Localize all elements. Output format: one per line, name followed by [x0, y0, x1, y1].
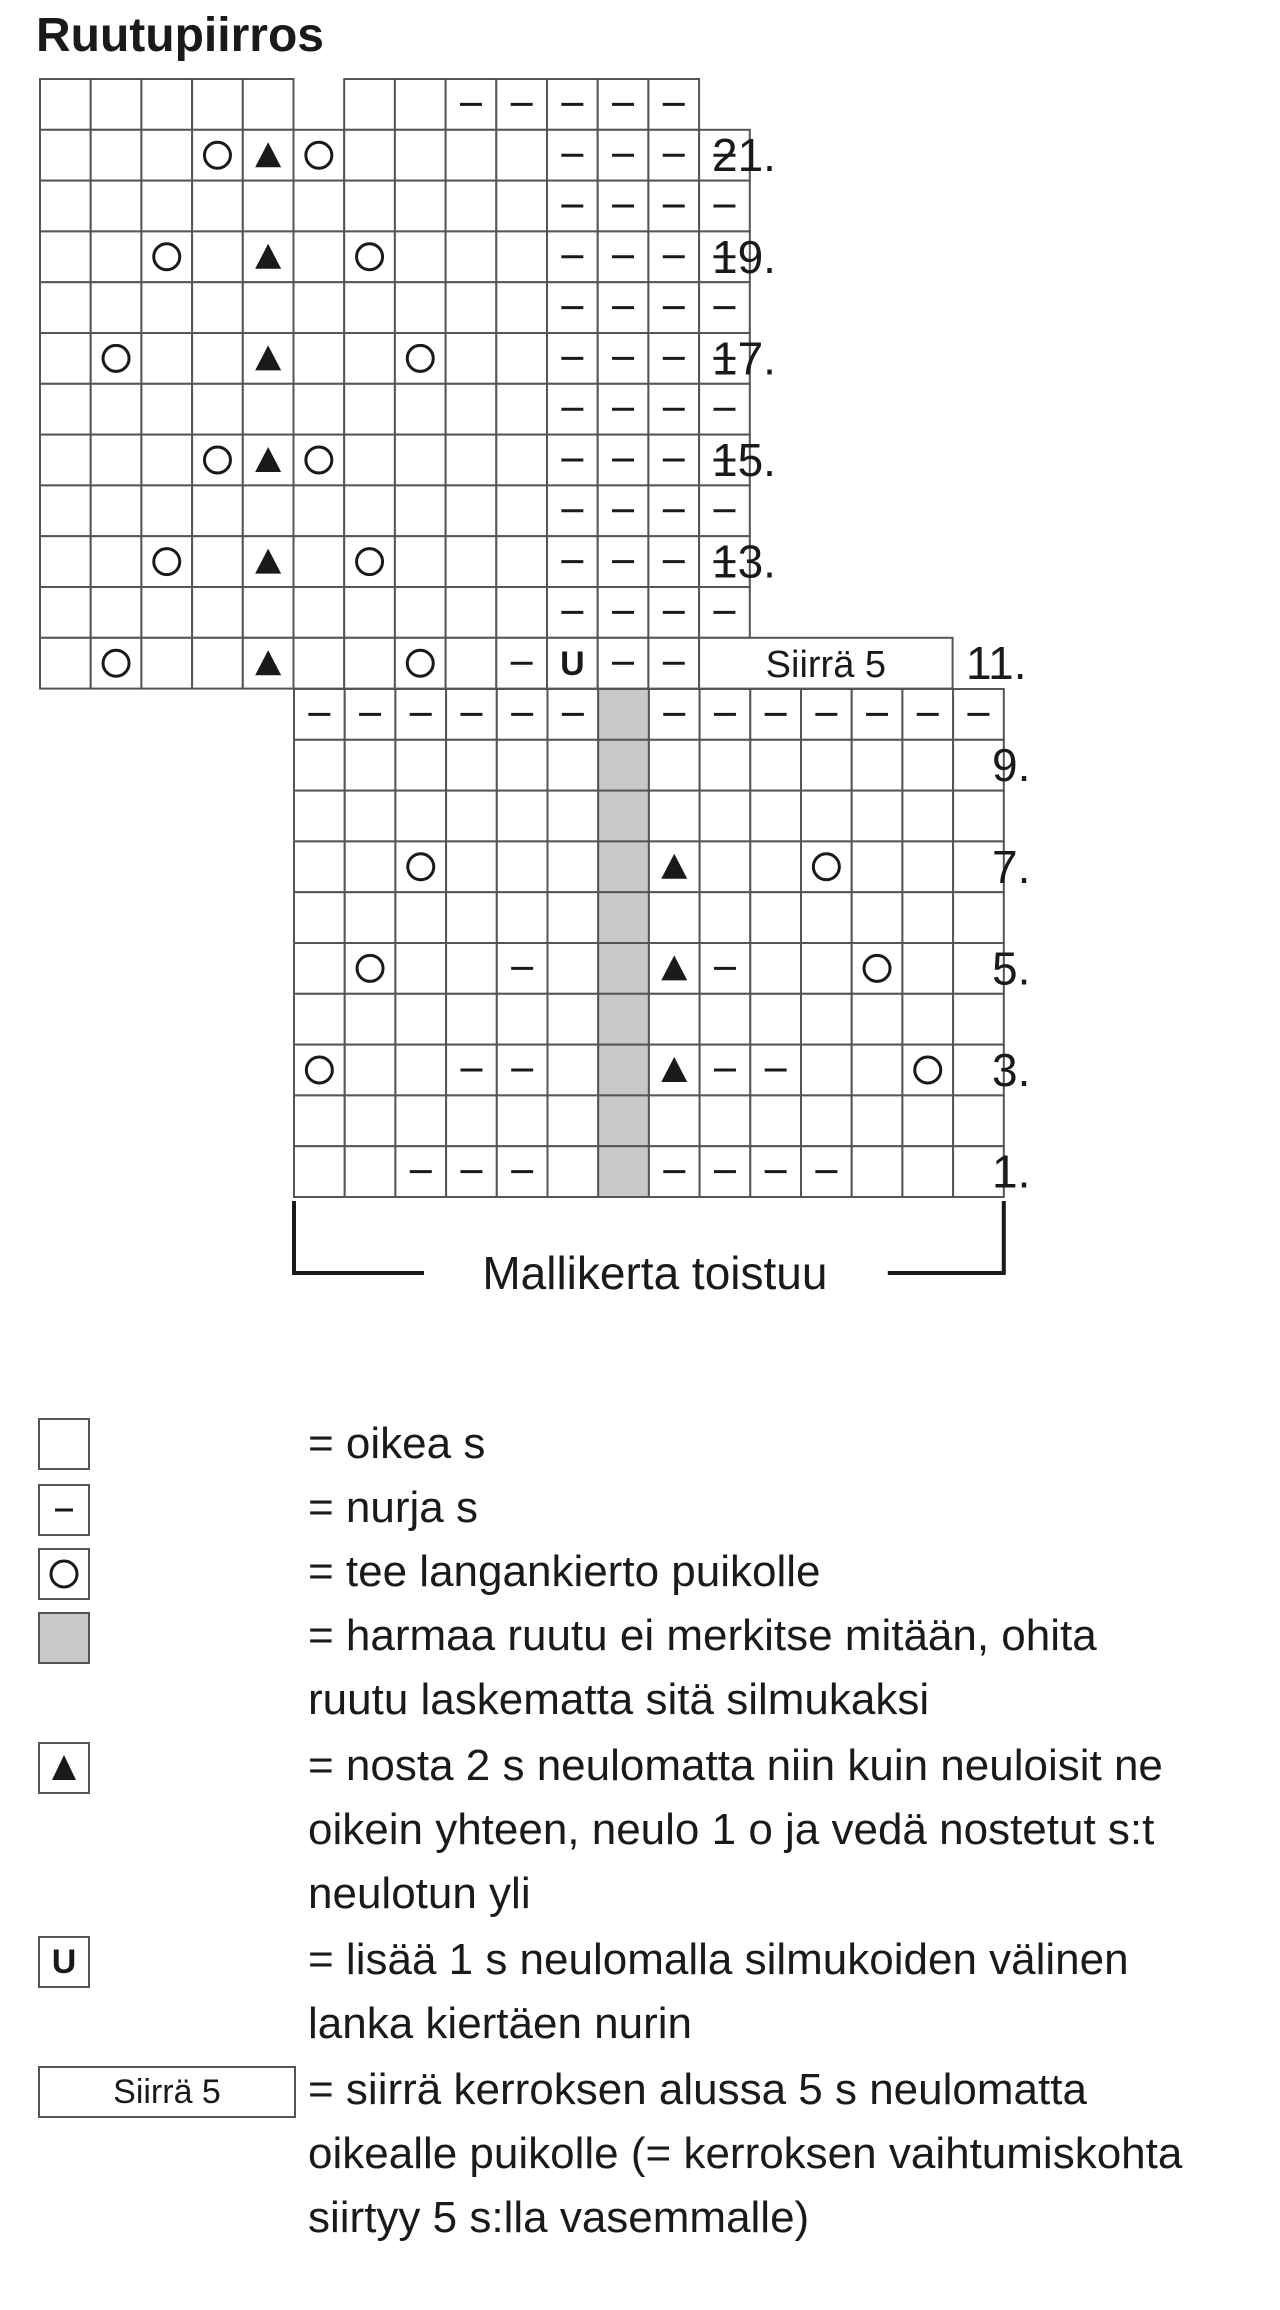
chart-cell: [700, 791, 751, 842]
chart-cell: [91, 587, 142, 638]
chart-cell: [141, 333, 192, 384]
chart-cell: [446, 587, 497, 638]
chart-cell: [141, 282, 192, 333]
chart-cell: [91, 231, 142, 282]
row-number: 19.: [712, 230, 776, 283]
chart-cell: [750, 943, 801, 994]
chart-cell: [192, 435, 243, 486]
chart-cell: [649, 1095, 700, 1146]
chart-cell: [243, 485, 294, 536]
legend-line: lanka kiertäen nurin: [308, 1999, 693, 2048]
chart-cell: [548, 943, 599, 994]
chart-cell: [801, 791, 852, 842]
chart-cell: [243, 587, 294, 638]
row-number: 1.: [992, 1145, 1031, 1198]
chart-cell: [344, 485, 395, 536]
chart-cell: [395, 791, 446, 842]
chart-cell: [852, 1146, 903, 1197]
repeat-bracket-right: [888, 1201, 1004, 1273]
chart-cell: [649, 740, 700, 791]
grey-cell: [598, 841, 649, 892]
chart-cell: [649, 791, 700, 842]
chart-cell: [192, 282, 243, 333]
chart-cell: [750, 1095, 801, 1146]
chart-cell: [294, 384, 345, 435]
chart-cell: [395, 892, 446, 943]
legend-description: [308, 1734, 1258, 1926]
chart-cell: [141, 587, 192, 638]
chart-cell: [395, 994, 446, 1045]
chart-cell: [446, 282, 497, 333]
chart-cell: [141, 130, 192, 181]
chart-cell: [801, 1045, 852, 1096]
chart-cell: [40, 638, 91, 689]
legend-description: [308, 1928, 1258, 2056]
chart-cell: [345, 1045, 396, 1096]
chart-cell: [649, 892, 700, 943]
chart-cell: [294, 435, 345, 486]
chart-cell: [243, 282, 294, 333]
chart-cell: [243, 181, 294, 232]
chart-cell: [294, 587, 345, 638]
chart-cell: [192, 130, 243, 181]
chart-cell: [243, 384, 294, 435]
chart-cell: [294, 943, 345, 994]
chart-cell: [548, 994, 599, 1045]
row-number: 15.: [712, 434, 776, 486]
chart-cell: [294, 638, 345, 689]
legend-description: [308, 1540, 1258, 1604]
grey-cell: [598, 689, 649, 740]
chart-cell: [801, 892, 852, 943]
yarn-over-legend-icon: [38, 1548, 90, 1600]
legend-line: = lisää 1 s neulomalla silmukoiden välinen: [308, 1935, 1129, 1984]
chart-cell: [446, 130, 497, 181]
chart-cell: [344, 181, 395, 232]
chart-cell: [91, 435, 142, 486]
chart-cell: [953, 892, 1004, 943]
chart-cell: [750, 994, 801, 1045]
chart-cell: [395, 841, 446, 892]
chart-cell: [40, 485, 91, 536]
chart-cell: [497, 740, 548, 791]
chart-cell: [141, 231, 192, 282]
chart-cell: [40, 79, 91, 130]
chart-cell: [446, 384, 497, 435]
chart-cell: [750, 791, 801, 842]
chart-cell: [496, 435, 547, 486]
increase-u-legend-icon: U: [38, 1936, 90, 1988]
chart-cell: [294, 1146, 345, 1197]
chart-cell: [446, 740, 497, 791]
chart-cell: [192, 587, 243, 638]
chart-cell: [852, 892, 903, 943]
chart-cell: [953, 1095, 1004, 1146]
chart-cell: [902, 1045, 953, 1096]
chart-cell: [192, 181, 243, 232]
legend-line: neulotun yli: [308, 1869, 531, 1918]
chart-cell: [496, 587, 547, 638]
legend-description: [308, 1604, 1258, 1732]
siirra-5-legend-icon: Siirrä 5: [38, 2066, 296, 2118]
grey-cell: [598, 1146, 649, 1197]
chart-cell: [141, 536, 192, 587]
legend-description: [308, 2058, 1258, 2250]
legend-description: [308, 1476, 1258, 1540]
chart-cell: [40, 587, 91, 638]
chart-cell: [548, 740, 599, 791]
grey-cell: [598, 791, 649, 842]
purl-legend-icon: [38, 1484, 90, 1536]
chart-cell: [40, 333, 91, 384]
chart-cell: [395, 536, 446, 587]
chart-cell: [344, 536, 395, 587]
chart-cell: [294, 181, 345, 232]
chart-cell: [801, 994, 852, 1045]
chart-cell: [91, 79, 142, 130]
chart-cell: [446, 536, 497, 587]
chart-cell: [852, 841, 903, 892]
row-number: 9.: [992, 739, 1031, 792]
chart-cell: [750, 841, 801, 892]
chart-cell: [496, 536, 547, 587]
chart-cell: [548, 1095, 599, 1146]
chart-cell: [395, 384, 446, 435]
chart-cell: [395, 231, 446, 282]
chart-cell: [395, 638, 446, 689]
chart-cell: [548, 791, 599, 842]
chart-cell: [91, 384, 142, 435]
legend-line: = harmaa ruutu ei merkitse mitään, ohita: [308, 1611, 1097, 1660]
legend-line: = oikea s: [308, 1419, 486, 1468]
chart-cell: [497, 1095, 548, 1146]
chart-cell: [91, 333, 142, 384]
chart-cell: [548, 1045, 599, 1096]
chart-cell: [294, 130, 345, 181]
chart-cell: [496, 333, 547, 384]
chart-cell: [446, 181, 497, 232]
legend-line: ruutu laskematta sitä silmukaksi: [308, 1675, 930, 1724]
chart-cell: [40, 130, 91, 181]
chart-cell: [446, 1095, 497, 1146]
chart-cell: [141, 79, 192, 130]
chart-cell: [902, 1146, 953, 1197]
chart-cell: [700, 841, 751, 892]
chart-cell: [902, 740, 953, 791]
chart-cell: [395, 435, 446, 486]
legend-description: [308, 1412, 1258, 1476]
chart-cell: [395, 740, 446, 791]
chart-cell: [446, 638, 497, 689]
grey-square-legend-icon: [38, 1612, 90, 1664]
chart-cell: [852, 994, 903, 1045]
chart-cell: [345, 1146, 396, 1197]
legend-line: = siirrä kerroksen alussa 5 s neulomatta: [308, 2065, 1087, 2114]
chart-cell: [40, 384, 91, 435]
chart-cell: [344, 282, 395, 333]
chart-cell: [902, 892, 953, 943]
chart-cell: [750, 892, 801, 943]
chart-cell: [40, 181, 91, 232]
row-number: 7.: [992, 840, 1031, 893]
chart-cell: [40, 435, 91, 486]
repeat-bracket-left: [294, 1201, 424, 1273]
chart-cell: [902, 1095, 953, 1146]
chart-cell: [344, 384, 395, 435]
chart-cell: [91, 130, 142, 181]
legend-line: siirtyy 5 s:lla vasemmalle): [308, 2193, 810, 2242]
chart-cell: [294, 1095, 345, 1146]
chart-cell: [446, 892, 497, 943]
chart-cell: [395, 282, 446, 333]
chart-cell: [700, 892, 751, 943]
chart-cell: [294, 740, 345, 791]
chart-cell: [852, 1095, 903, 1146]
chart-cell: [953, 994, 1004, 1045]
chart-cell: [953, 791, 1004, 842]
chart-cell: [496, 384, 547, 435]
chart-cell: [294, 892, 345, 943]
chart-cell: [496, 231, 547, 282]
chart-cell: [548, 841, 599, 892]
row-number: 5.: [992, 942, 1031, 995]
chart-cell: [141, 485, 192, 536]
chart-cell: [446, 485, 497, 536]
chart-cell: [700, 740, 751, 791]
chart-cell: [345, 740, 396, 791]
chart-cell: [395, 485, 446, 536]
chart-cell: [801, 1095, 852, 1146]
chart-cell: [345, 943, 396, 994]
chart-cell: [294, 841, 345, 892]
siirra-5-label: Siirrä 5: [765, 644, 887, 687]
chart-cell: [141, 435, 192, 486]
chart-cell: [345, 1095, 396, 1146]
chart-cell: [294, 791, 345, 842]
grey-cell: [598, 1095, 649, 1146]
chart-cell: [395, 181, 446, 232]
chart-cell: [852, 740, 903, 791]
chart-cell: [497, 892, 548, 943]
chart-cell: [497, 994, 548, 1045]
chart-cell: [446, 231, 497, 282]
chart-cell: [141, 638, 192, 689]
chart-cell: [294, 282, 345, 333]
chart-cell: [345, 841, 396, 892]
chart-cell: [294, 536, 345, 587]
chart-cell: [801, 943, 852, 994]
chart-cell: [192, 485, 243, 536]
chart-cell: [395, 79, 446, 130]
legend-line: oikein yhteen, neulo 1 o ja vedä nostetut s:t: [308, 1805, 1155, 1854]
chart-cell: [141, 384, 192, 435]
chart-cell: [345, 892, 396, 943]
knit-legend-icon: [38, 1418, 90, 1470]
chart-cell: [446, 435, 497, 486]
chart-cell: [395, 1045, 446, 1096]
chart-cell: [294, 231, 345, 282]
chart-cell: [496, 130, 547, 181]
chart-cell: [294, 1045, 345, 1096]
legend-line: oikealle puikolle (= kerroksen vaihtumiskohta: [308, 2129, 1183, 2178]
chart-cell: [902, 791, 953, 842]
chart-cell: [446, 333, 497, 384]
chart-cell: [395, 943, 446, 994]
chart-cell: [192, 638, 243, 689]
chart-cell: [91, 536, 142, 587]
legend-line: = nurja s: [308, 1483, 478, 1532]
chart-cell: [852, 1045, 903, 1096]
increase-u-symbol: U: [560, 645, 585, 684]
row-number: 13.: [712, 535, 776, 588]
chart-cell: [91, 282, 142, 333]
chart-cell: [496, 485, 547, 536]
row-number: 11.: [966, 637, 1027, 690]
chart-cell: [902, 841, 953, 892]
legend-line: = nosta 2 s neulomatta niin kuin neuloisit ne: [308, 1741, 1163, 1790]
chart-cell: [344, 435, 395, 486]
chart-cell: [801, 841, 852, 892]
chart-cell: [294, 485, 345, 536]
chart-cell: [192, 384, 243, 435]
chart-cell: [497, 791, 548, 842]
chart-cell: [902, 994, 953, 1045]
legend-line: = tee langankierto puikolle: [308, 1547, 821, 1596]
chart-cell: [852, 791, 903, 842]
chart-cell: [91, 181, 142, 232]
chart-cell: [496, 181, 547, 232]
grey-cell: [598, 892, 649, 943]
chart-cell: [700, 1095, 751, 1146]
chart-cell: [40, 231, 91, 282]
chart-cell: [852, 943, 903, 994]
chart-cell: [91, 638, 142, 689]
chart-cell: [192, 333, 243, 384]
chart-cell: [649, 994, 700, 1045]
grey-cell: [598, 1045, 649, 1096]
row-number: 17.: [712, 332, 776, 385]
chart-cell: [344, 130, 395, 181]
row-number: 3.: [992, 1044, 1031, 1096]
chart-cell: [801, 740, 852, 791]
chart-cell: [294, 333, 345, 384]
chart-cell: [446, 841, 497, 892]
chart-cell: [345, 791, 396, 842]
chart-cell: [446, 943, 497, 994]
chart-cell: [497, 841, 548, 892]
chart-cell: [446, 791, 497, 842]
chart-cell: [548, 1146, 599, 1197]
row-number: 21.: [712, 129, 776, 182]
chart-cell: [548, 892, 599, 943]
chart-cell: [192, 231, 243, 282]
chart-cell: [700, 994, 751, 1045]
chart-cell: [750, 740, 801, 791]
grey-cell: [598, 740, 649, 791]
chart-cell: [344, 333, 395, 384]
chart-cell: [192, 536, 243, 587]
grey-cell: [598, 994, 649, 1045]
triangle-legend-icon: [38, 1742, 90, 1794]
chart-cell: [344, 587, 395, 638]
chart-cell: [40, 536, 91, 587]
chart-cell: [395, 333, 446, 384]
chart-cell: [344, 231, 395, 282]
chart-cell: [395, 130, 446, 181]
chart-cell: [91, 485, 142, 536]
chart-cell: [344, 638, 395, 689]
chart-cell: [446, 994, 497, 1045]
chart-cell: [40, 282, 91, 333]
chart-cell: [344, 79, 395, 130]
chart-title: Ruutupiirros: [36, 9, 324, 62]
grey-cell: [598, 943, 649, 994]
chart-cell: [395, 1095, 446, 1146]
chart-cell: [496, 282, 547, 333]
chart-cell: [345, 994, 396, 1045]
chart-cell: [395, 587, 446, 638]
chart-cell: [294, 994, 345, 1045]
chart-cell: [141, 181, 192, 232]
chart-cell: [902, 943, 953, 994]
chart-cell: [243, 79, 294, 130]
repeat-label: Mallikerta toistuu: [482, 1247, 828, 1299]
chart-cell: [192, 79, 243, 130]
